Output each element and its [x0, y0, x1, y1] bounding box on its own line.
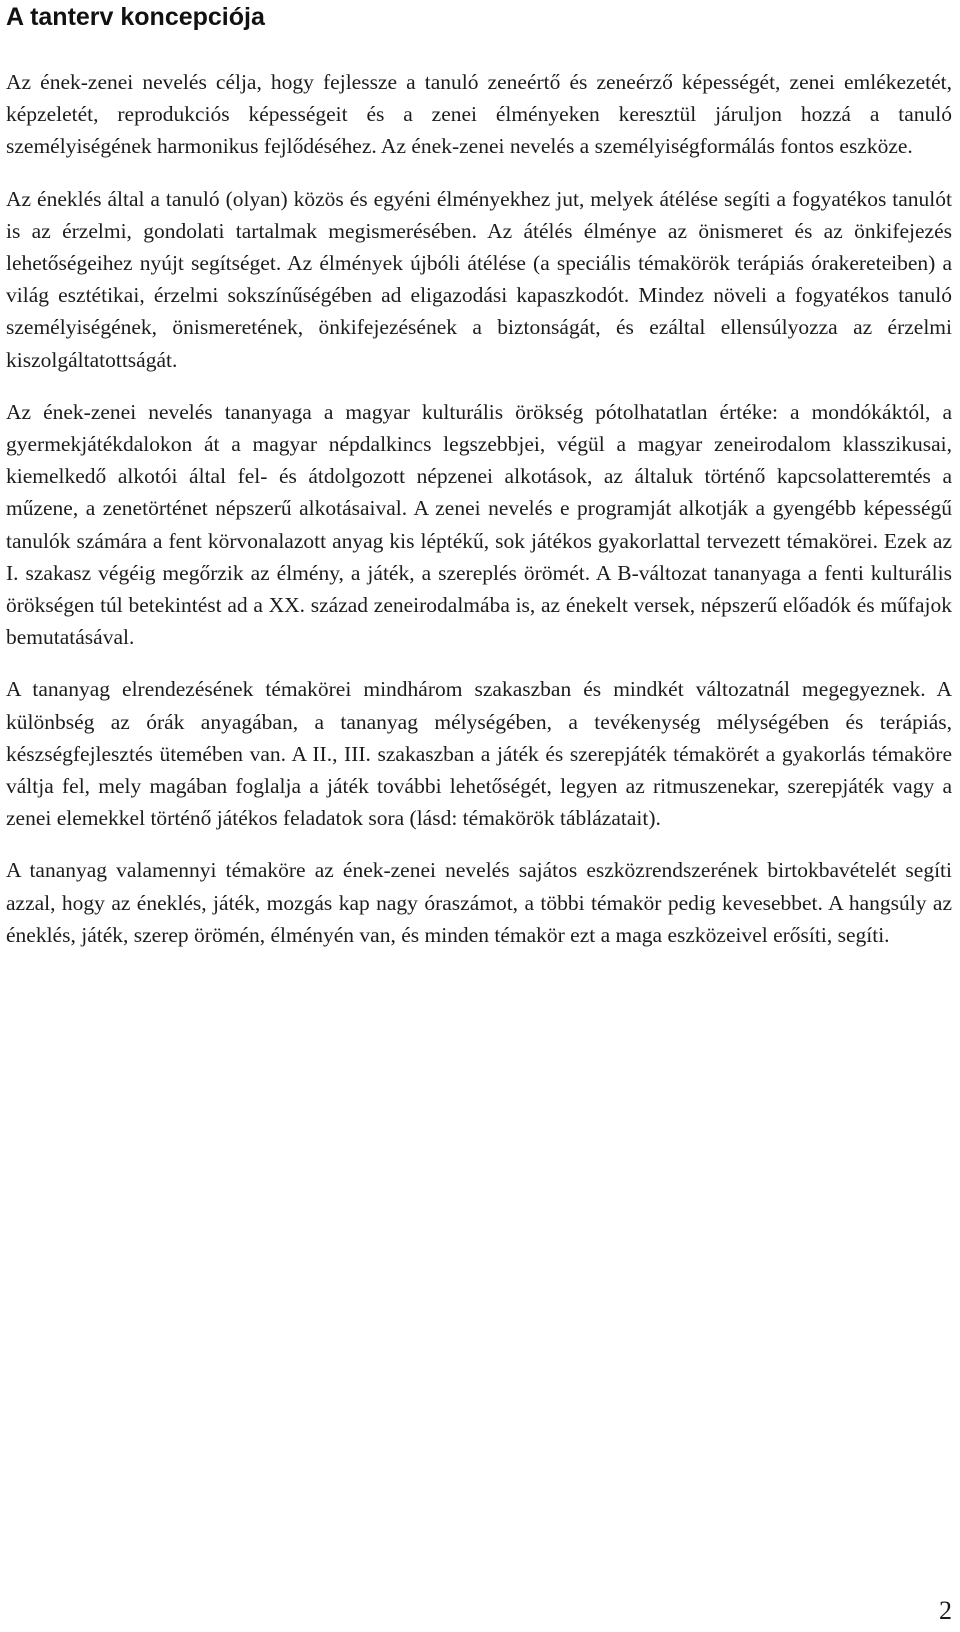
paragraph-1: Az ének-zenei nevelés célja, hogy fejlessze a tanuló zeneértő és zeneérző képességét, zenei emlékezetét, képzeletét, reprodukciós képességeit és a zenei élményeken keresztül járuljon hozzá a tanuló személyiségének harmonikus fejlődéséhez. Az ének-zenei nevelés a személyiségformálás fontos eszköze. [6, 70, 952, 159]
document-page [6, 0, 952, 951]
paragraph-4: A tananyag elrendezésének témakörei mindhárom szakaszban és mindkét változatnál megegyeznek. A különbség az órák anyagában, a tananyag mélységében, a tevékenység mélységében és terápiás, készségfejlesztés ütemében van. A II., III. szakaszban a játék és szerepjáték témakörét a gyakorlás témaköre váltja fel, mely magában foglalja a játék további lehetőségét, legyen az ritmuszenekar, szerepjáték vagy a zenei elemekkel történő játékos feladatok sora (lásd: témakörök táblázatait). [6, 677, 952, 831]
page-number: 2 [939, 1596, 952, 1625]
paragraph-5: A tananyag valamennyi témaköre az ének-zenei nevelés sajátos eszközrendszerének birtokbavételét segíti azzal, hogy az éneklés, játék, mozgás kap nagy óraszámot, a többi témakör pedig kevesebbet. A hangsúly az éneklés, játék, szerep örömén, élményén van, és minden témakör ezt a maga eszközeivel erősíti, segíti. [6, 858, 952, 947]
paragraph-2: Az éneklés által a tanuló (olyan) közös és egyéni élményekhez jut, melyek átélése segíti a fogyatékos tanulót is az érzelmi, gondolati tartalmak megismerésében. Az átélés élménye az önismeret és az önkifejezés lehetőségeihez nyújt segítséget. Az élmények újbóli átélése (a speciális témakörök terápiás órakereteiben) a világ esztétikai, érzelmi sokszínűségében ad eligazodási kapaszkodót. Mindez növeli a fogyatékos tanuló személyiségének, önismeretének, önkifejezésének a biztonságát, és ezáltal ellensúlyozza az érzelmi kiszolgáltatottságát. [6, 186, 952, 372]
section-heading: A tanterv koncepciója [6, 3, 265, 31]
paragraph-3: Az ének-zenei nevelés tananyaga a magyar kulturális örökség pótolhatatlan értéke: a mondókáktól, a gyermekjátékdalokon át a magyar népdalkincs legszebbjei, végül a magyar zeneirodalom klasszikusai, kiemelkedő alkotói által fel- és átdolgozott népzenei alkotások, az általuk történő kapcsolatteremtés a műzene, a zenetörténet népszerű alkotásaival. A zenei nevelés e programját alkotják a gyengébb képességű tanulók számára a fent körvonalazott anyag kis léptékű, sok játékos gyakorlattal tervezett témakörei. Ezek az I. szakasz végéig megőrzik az élmény, a játék, a szereplés örömét. A B-változat tananyaga a fenti kulturális örökségen túl betekintést ad a XX. század zeneirodalmába is, az énekelt versek, népszerű előadók és műfajok bemutatásával. [6, 399, 952, 650]
document-body [6, 66, 952, 951]
